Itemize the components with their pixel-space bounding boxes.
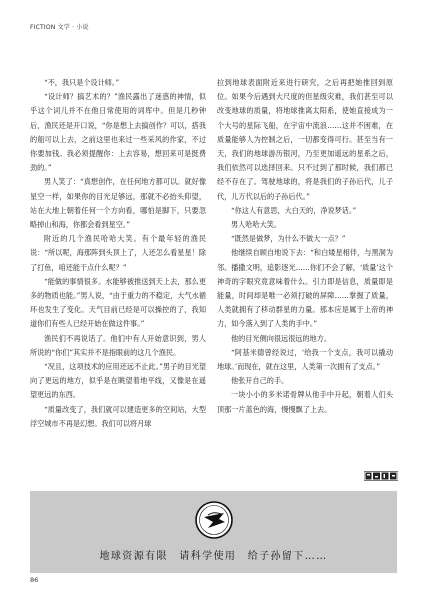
paragraph: “能做的事情很多。水能够被推送到天上去，那么更多的物质也能。”男人说，“由于重力的不稳定，大气水循环也发生了变化。天气目前已经是可以操控的了，我知道你们有些人已经开始在做这件事。”: [30, 276, 206, 329]
paragraph: 渔民们不再说话了。他们中有人开始意识到，男人所说的“你们”其实并不是指眼前的这几个渔民。: [30, 333, 206, 357]
paragraph: 拉到地球表面附近来进行研究，之后再把她推回到原位。如果今后遇到大尺度的但星级灾难，我们甚至可以改变地球的质量，将地球推离太阳系，使她直接成为一个大号的星际飞船，在宇宙中流浪……这并不困难，在质量能够人为控制之后，一切都变得可行。甚至当有一天，我们的地球游历银河，乃至更加遥远的星系之后，我们依然可以选择回来。只不过到了那时候，我们都已经不存在了。驾驶地球的，将是我们的子孙后代，儿子代，儿万代以后的子孙后代。”: [217, 78, 393, 201]
paragraph: “设计师？搞艺术的？”渔民露出了迷惑的神情，似乎这个词儿并不在他日常使用的词库中。但是几秒钟后，渔民还是开口说，“你是想上去搞创作？可以，搭我的船可以上去，之前这里也来过一些采风的作家，不过你要加钱。我必须提醒你：上去容易，想回来可是挺费劲的。”: [30, 92, 206, 173]
paragraph: 他张开自己的手。: [231, 376, 289, 386]
paragraph: “你这人有意思，大白天的，净说梦话。”: [231, 205, 357, 215]
paragraph: 男人哈哈大笑。: [231, 220, 281, 230]
right-column: [217, 76, 393, 417]
public-service-ad: [30, 491, 397, 573]
page-number: 86: [30, 576, 39, 584]
paragraph: “质量改变了，我们就可以建造更多的空间站，大型浮空城市不再是幻想。我们可以将月球: [30, 404, 206, 428]
paragraph: 附近的几个渔民哈哈大笑。有个最年轻的渔民说：“所以呢，海那阵到头顶上了，人还怎么看星星！除了打鱼，咱还能干点什么呢？”: [30, 234, 206, 272]
paragraph: 男人笑了：“真想创作，在任何地方都可以。就好像星空一样，如果你的目光足够远，那就不必抬头仰望，站在大地上朝着任何一个方向看，哪怕是脚下，只要忽略掉山和海，你都会看到星空。”: [30, 177, 206, 230]
paragraph: “阿基米德曾经说过，‘给我一个支点，我可以撬动地球。’而现在，就在这里，人类第一次拥有了支点。”: [217, 347, 393, 372]
paragraph: “况且，这项技术的应用还远不止此。”男子的目光望向了更远的地方，似乎是在眺望着地平线，又像是在遥望更远的东西。: [30, 362, 206, 400]
paragraph: 他继续自顾自地说下去：“和白矮星相伴，与黑洞为邻。播撒文明，追影逐光……你们不会了解，‘质量’这个神奇的字眼究竟意味着什么。引力即是信息，质量即是能量，时间却是唯一必须打破的屏障……掌握了质量，人类就拥有了移动群星的力量。那本应是属于上帝的神力，如今落入到了人类的手中。”: [217, 248, 393, 329]
section-header: FICTION 文学 · 小说: [30, 24, 89, 31]
earth-emblem-icon: [194, 500, 234, 540]
paragraph: “既然是做梦，为什么不做大一点？”: [231, 234, 346, 244]
paragraph: 一块小小的多米诺骨牌从他手中升起，朝着人们头顶那一片蓝色的海，慢慢飘了上去。: [217, 390, 393, 414]
paragraph: “不，我只是个设计师。”: [44, 78, 120, 87]
paragraph: 他的目光侧向很远很远的地方。: [231, 333, 331, 343]
left-column: [30, 76, 206, 431]
end-mark-graphic: [364, 471, 398, 481]
ad-slogan: 地球资源有限 请科学使用 给子孙留下……: [99, 551, 328, 562]
